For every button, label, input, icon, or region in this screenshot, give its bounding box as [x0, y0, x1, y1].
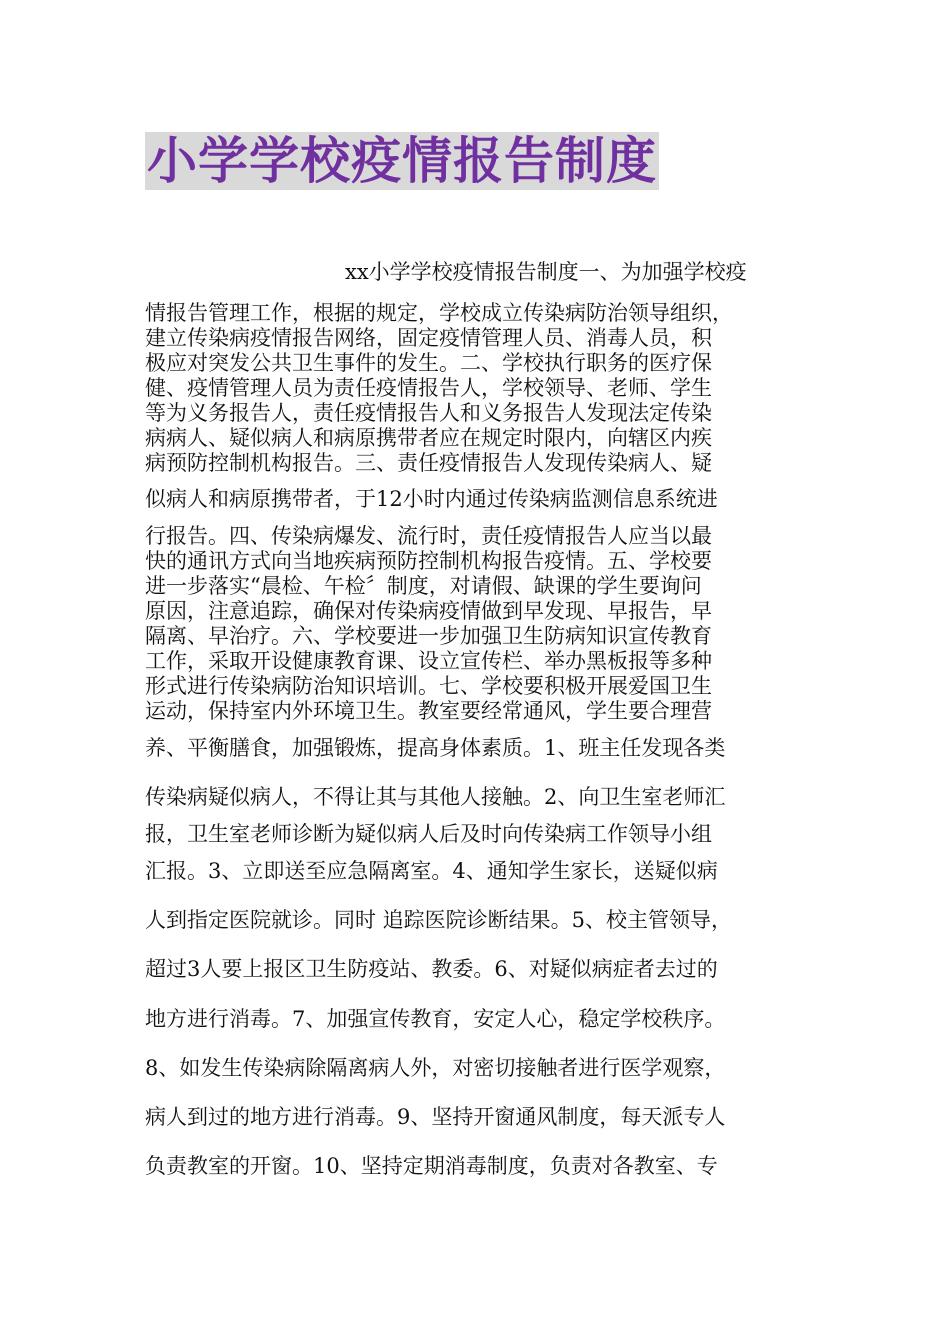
- body-line: 汇报。3、立即送至应急隔离室。4、通知学生家长，送疑似病: [145, 859, 718, 883]
- body-line: 似病人和病原携带者，于12小时内通过传染病监测信息系统进: [145, 487, 718, 511]
- body-line: 健、疫情管理人员为责任疫情报告人，学校领导、老师、学生: [145, 376, 712, 400]
- body-line: 行报告。四、传染病爆发、流行时，责任疫情报告人应当以最: [145, 524, 712, 548]
- body-line: 病病人、疑似病人和病原携带者应在规定时限内，向辖区内疾: [145, 426, 712, 450]
- body-line: 超过3人要上报区卫生防疫站、教委。6、对疑似病症者去过的: [145, 957, 718, 981]
- body-line: xx小学学校疫情报告制度一、为加强学校疫: [345, 260, 747, 284]
- body-line: 病预防控制机构报告。三、责任疫情报告人发现传染病人、疑: [145, 451, 712, 475]
- body-line: 极应对突发公共卫生事件的发生。二、学校执行职务的医疗保: [145, 351, 712, 375]
- body-line: 原因，注意追踪，确保对传染病疫情做到早发现、早报告，早: [145, 599, 712, 623]
- document-title: 小学学校疫情报告制度: [147, 132, 657, 190]
- body-line: 病人到过的地方进行消毒。9、坚持开窗通风制度，每天派专人: [145, 1105, 726, 1129]
- body-line: 人到指定医院就诊。同时 追踪医院诊断结果。5、校主管领导，: [145, 908, 733, 932]
- body-line: 地方进行消毒。7、加强宣传教育，安定人心，稳定学校秩序。: [145, 1007, 726, 1031]
- body-line: 建立传染病疫情报告网络，固定疫情管理人员、消毒人员，积: [145, 326, 712, 350]
- body-line: 进一步落实“晨检、午检〞制度，对请假、缺课的学生要询问: [145, 574, 702, 598]
- body-line: 等为义务报告人，责任疫情报告人和义务报告人发现法定传染: [145, 401, 712, 425]
- body-line: 工作，采取开设健康教育课、设立宣传栏、举办黑板报等多种: [145, 649, 712, 673]
- body-line: 传染病疑似病人，不得让其与其他人接触。2、向卫生室老师汇: [145, 785, 726, 809]
- body-line: 形式进行传染病防治知识培训。七、学校要积极开展爱国卫生: [145, 674, 712, 698]
- body-line: 快的通讯方式向当地疾病预防控制机构报告疫情。五、学校要: [145, 549, 712, 573]
- body-line: 养、平衡膳食，加强锻炼，提高身体素质。1、班主任发现各类: [145, 736, 726, 760]
- body-line: 8、如发生传染病除隔离病人外，对密切接触者进行医学观察，: [145, 1056, 726, 1080]
- body-line: 情报告管理工作，根据的规定，学校成立传染病防治领导组织，: [145, 301, 733, 325]
- body-line: 负责教室的开窗。10、坚持定期消毒制度，负责对各教室、专: [145, 1154, 718, 1178]
- body-line: 隔离、早治疗。六、学校要进一步加强卫生防病知识宣传教育: [145, 624, 712, 648]
- body-line: 报，卫生室老师诊断为疑似病人后及时向传染病工作领导小组: [145, 822, 712, 846]
- body-line: 运动，保持室内外环境卫生。教室要经常通风，学生要合理营: [145, 699, 712, 723]
